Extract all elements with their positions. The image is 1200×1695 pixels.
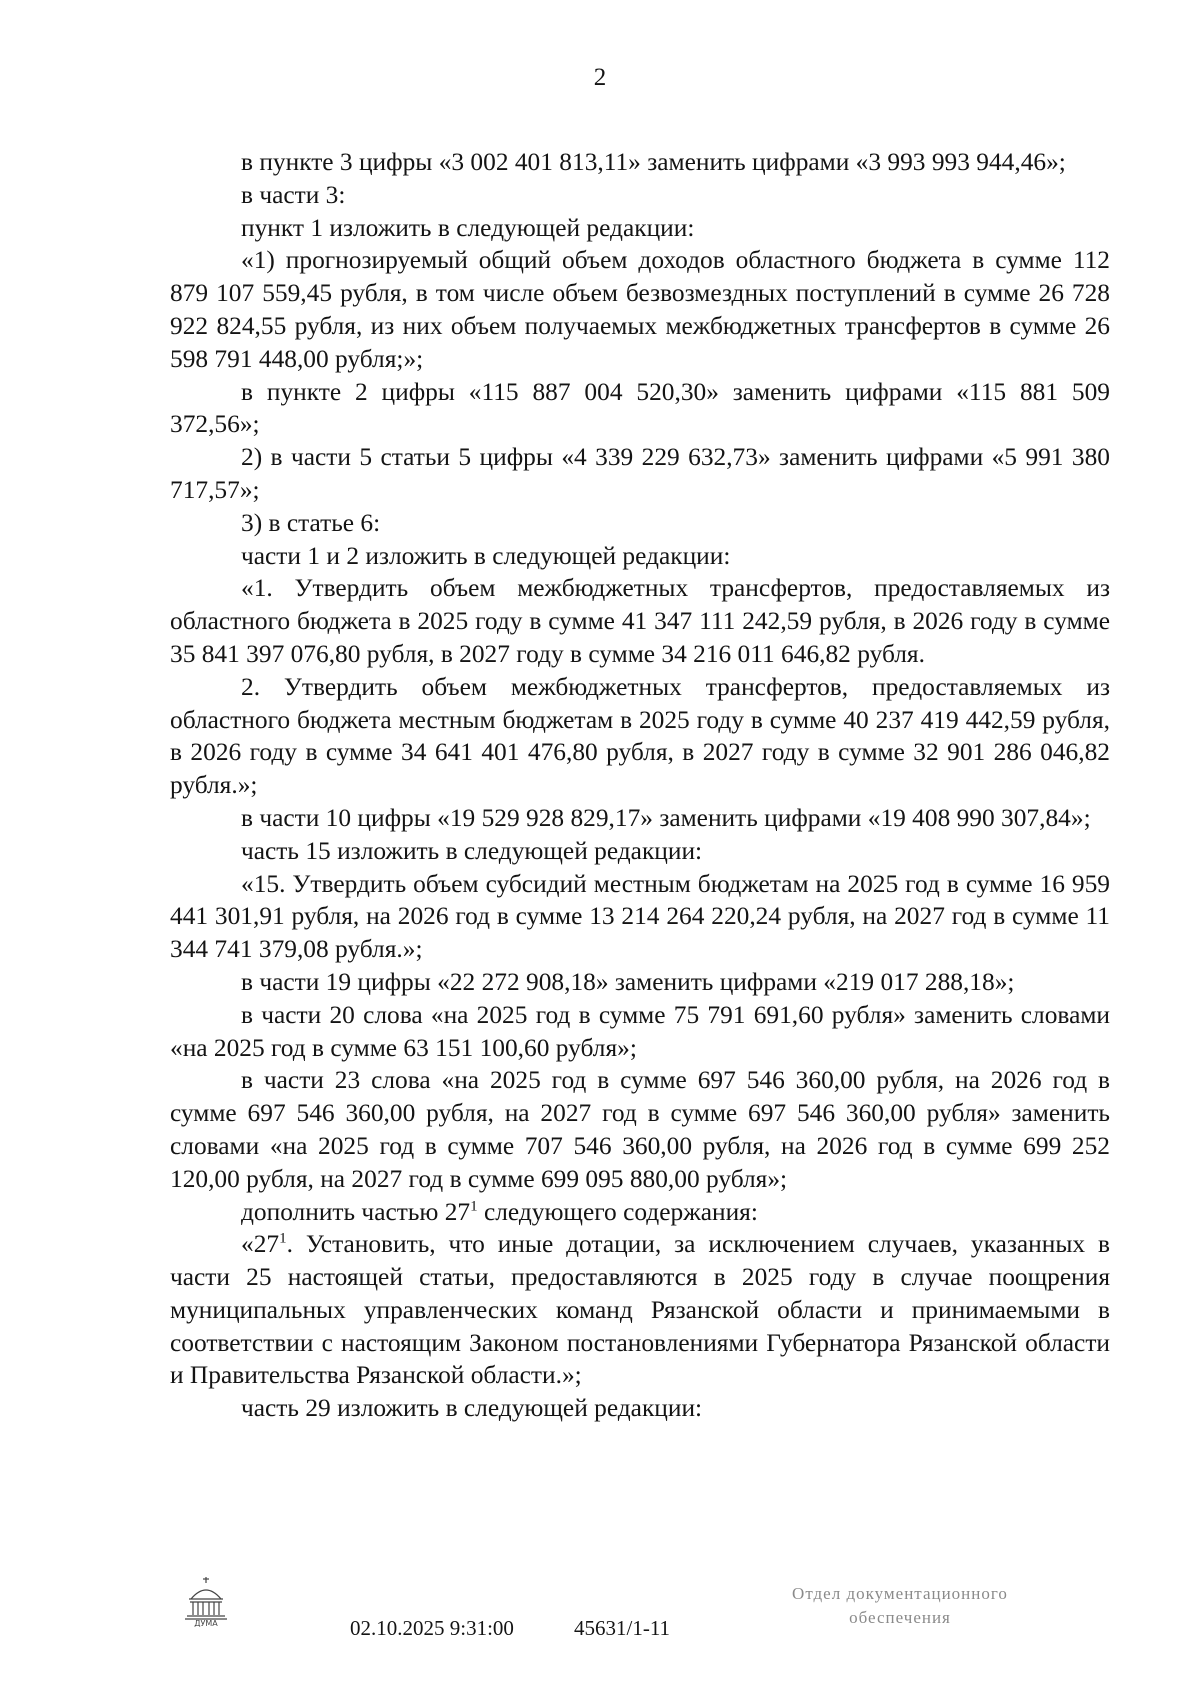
paragraph: «1. Утвердить объем межбюджетных трансфертов, предоставляемых из областного бюджета в 2025 году в сумме 41 347 111 242,59 рубля, в 2026 году в сумме 35 841 397 076,80 рубля, в 2027 году в сумме 34 216 011 646,82 рубля. [170,574,1110,668]
paragraph: дополнить частью $27^1$ следующего содержания: [241,1197,758,1226]
paragraph: в пункте 2 цифры «115 887 004 520,30» заменить цифрами «115 881 509 372,56»; [170,377,1110,439]
paragraph: части 1 и 2 изложить в следующей редакции: [241,541,731,570]
paragraph: в части 19 цифры «22 272 908,18» заменить цифрами «219 017 288,18»; [241,967,1015,996]
paragraph: 2) в части 5 статьи 5 цифры «4 339 229 632,73» заменить цифрами «5 991 380 717,57»; [170,443,1110,504]
paragraph: «15. Утвердить объем субсидий местным бюджетам на 2025 год в сумме 16 959 441 301,91 рубля, на 2026 год в сумме 13 214 264 220,24 рубля, на 2027 год в сумме 11 344 741 379,08 рубля.»; [170,869,1110,964]
paragraph: часть 15 изложить в следующей редакции: [241,836,703,865]
paragraph: в части 23 слова «на 2025 год в сумме 697 546 360,00 рубля, на 2026 год в сумме 697 546 360,00 рубля, на 2027 год в сумме 697 546 360,00 рубля» заменить словами «на 2025 год в сумме 707 546 360,00 рубля, на 2026 год в сумме 699 252 120,00 рубля, на 2027 год в сумме 699 095 880,00 рубля»; [170,1066,1110,1193]
paragraph: 3) в статье 6: [241,508,381,537]
paragraph: пункт 1 изложить в следующей редакции: [241,213,695,242]
paragraph: в части 10 цифры «19 529 928 829,17» заменить цифрами «19 408 990 307,84»; [241,803,1091,832]
paragraph: «$27^1$. Установить, что иные дотации, за исключением случаев, указанных в части 25 настоящей статьи, предоставляются в 2025 году в случае поощрения муниципальных управленческих команд Рязанской области и принимаемыми в соответствии с настоящим Законом постановлениями Губернатора Рязанской области и Правительства Рязанской области.»; [170,1230,1110,1390]
document-body [170,146,1110,1425]
department-stamp [740,1582,1060,1630]
registration-number: 45631/1-11 [574,1616,671,1640]
paragraph: в части 3: [241,180,346,209]
paragraph: «1) прогнозируемый общий объем доходов областного бюджета в сумме 112 879 107 559,45 рубля, в том числе объем безвозмездных поступлений в сумме 26 728 922 824,55 рубля, из них объем получаемых межбюджетных трансфертов в сумме 26 598 791 448,00 рубля;»; [170,246,1110,373]
paragraph: 2. Утвердить объем межбюджетных трансфертов, предоставляемых из областного бюджета местным бюджетам в 2025 году в сумме 40 237 419 442,59 рубля, в 2026 году в сумме 34 641 401 476,80 рубля, в 2027 году в сумме 32 901 286 046,82 рубля.»; [170,672,1110,800]
svg-text:ДУМА: ДУМА [194,1619,218,1627]
superscript: 1 [279,1230,287,1247]
paragraph: часть 29 изложить в следующей редакции: [241,1394,703,1423]
page-number: 2 [593,64,607,91]
stamp-line-1: Отдел документационного [792,1584,1008,1603]
registration-date: 02.10.2025 9:31:00 [350,1616,514,1640]
superscript: 1 [470,1198,478,1215]
paragraph: в пункте 3 цифры «3 002 401 813,11» заменить цифрами «3 993 993 944,46»; [241,148,1066,176]
duma-logo-icon [181,1575,231,1627]
paragraph: в части 20 слова «на 2025 год в сумме 75 791 691,60 рубля» заменить словами «на 2025 год в сумме 63 151 100,60 рубля»; [170,1000,1110,1062]
stamp-line-2: обеспечения [849,1608,951,1627]
